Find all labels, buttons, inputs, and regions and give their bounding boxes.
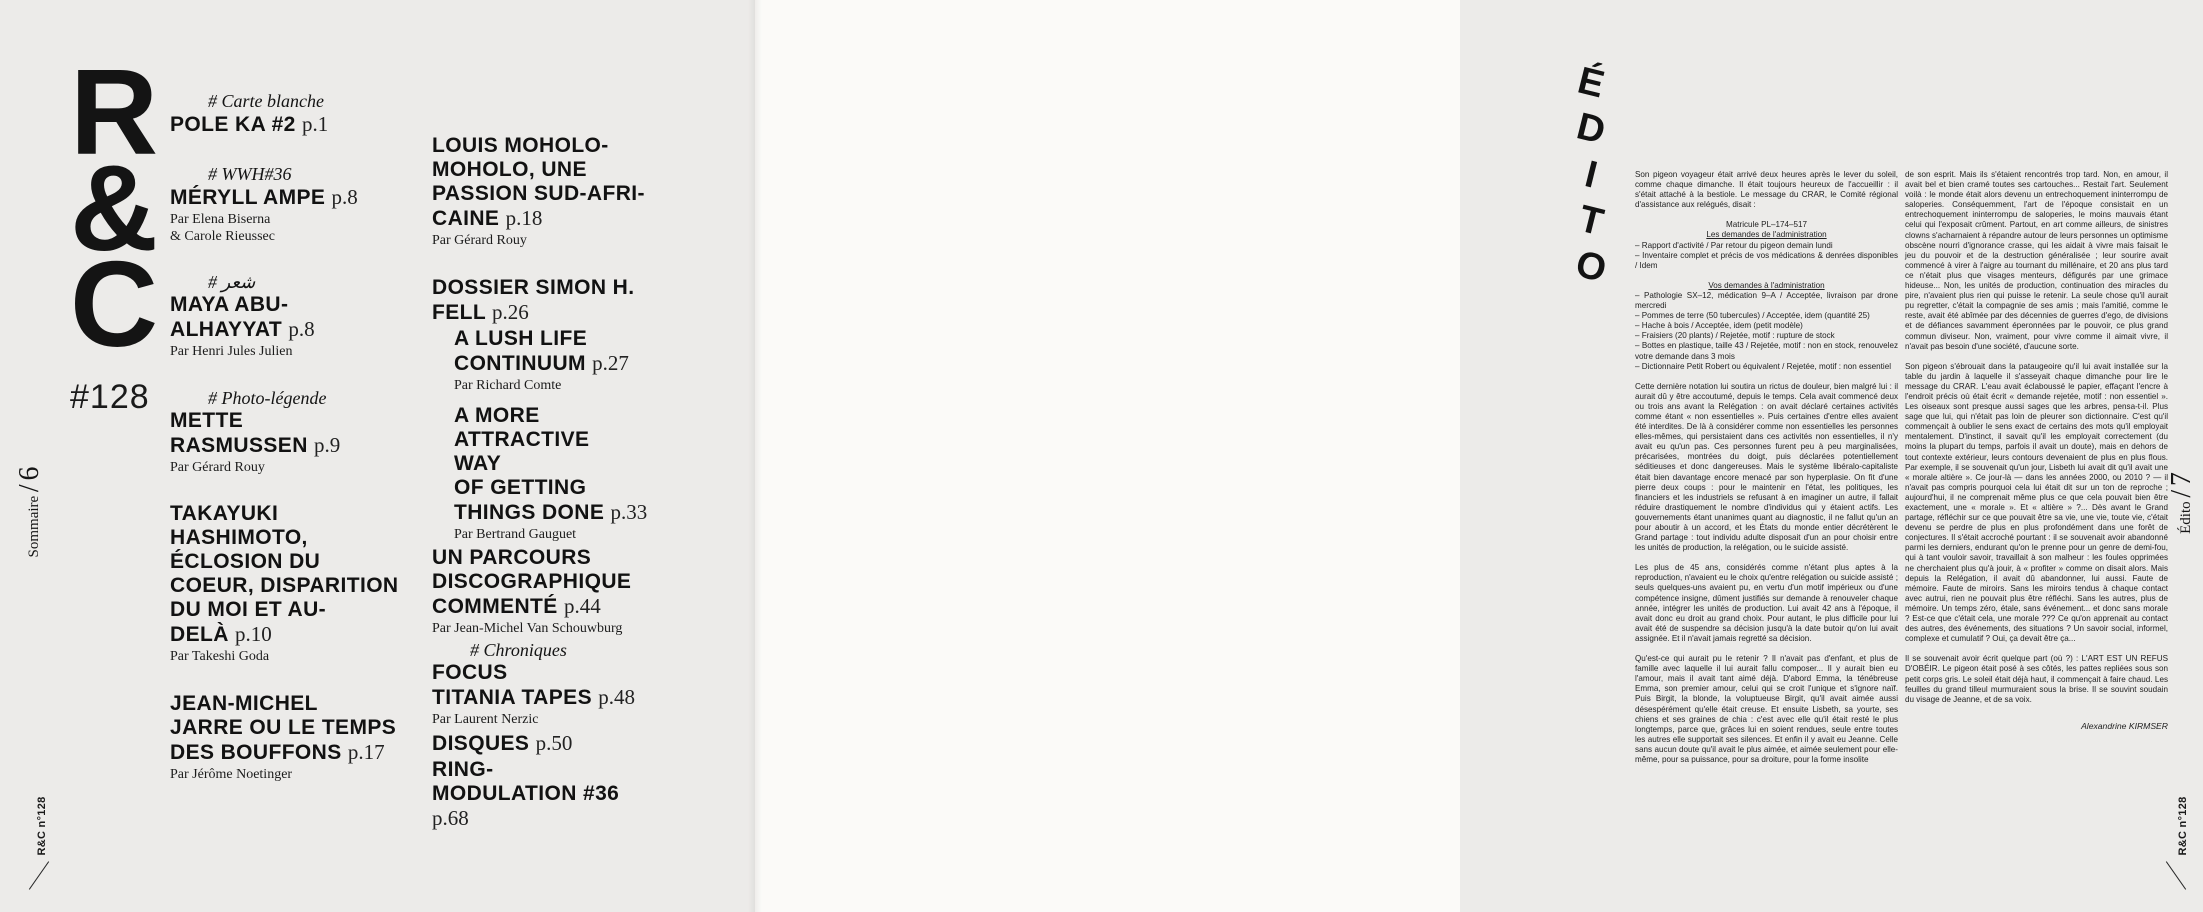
toc-entry <box>432 327 738 395</box>
spine-issue-label-right: R&C n°128 <box>2177 796 2189 856</box>
edito-title-letter: É <box>1573 59 1609 107</box>
edito-title <box>1565 60 1617 290</box>
toc-entry <box>170 502 428 666</box>
author-signature: Alexandrine KIRMSER <box>2081 720 2168 731</box>
toc-entry <box>170 163 428 245</box>
toc-author: Par Laurent Nerzic <box>432 712 539 727</box>
page-edge-label-edito <box>2165 423 2199 583</box>
edito-paragraph: de son esprit. Mais ils s'étaient rencontrés trop tard. Non, en amour, il avait bel et bien cramé toutes ses cartouches... Restait l'art. Seulement voilà : le monde était alors devenu un entrechoquement ininterrompu de saloperies. Conséquemment, l'art de l'époque consistait en un entrechoquement ininterrompu de saloperies, le moins mauvais étant celui qui l'exposait crûment. Partout, en art comme ailleurs, de sinistres clowns s'acharnaient à répandre autour de leurs personnes un optimisme obscène nourri d'ignorance crasse, qui les aidait à vivre mais faisait le jeu du pouvoir et de la destruction généralisée ; leur sourire avait commencé à virer à l'aigre au tournant du millénaire, et 20 ans plus tard ce n'était plus que visages menteurs, défigurés par une grimace hideuse... Non, les unités de production, continuation des miracles du pire, n'avaient plus rien qui puisse le retenir. La seule chose qu'il aurait pu regretter, c'était la compagnie de ses amis ; mais l'amitié, comme le reste, avait été abîmée par des décennies de guerres d'ego, de divisions et de défiances savamment éperonnées par le pouvoir, ce plus grand commun diviseur. Non, vraiment, pour vivre comme il aimait vivre, il n'avait pas besoin d'une société, d'aucune sorte. <box>1905 170 2168 351</box>
edito-title-letter: D <box>1572 105 1610 153</box>
toc-page-ref: p.48 <box>598 685 635 709</box>
toc-article-title: POLE KA #2 p.1 <box>170 112 329 136</box>
toc-section-tag: # Chroniques <box>470 640 567 660</box>
issue-number: #128 <box>70 378 150 416</box>
toc-page-ref: p.68 <box>432 805 469 830</box>
toc-author: Par Bertrand Gauguet <box>454 527 577 542</box>
toc-article-title: MÉRYLL AMPE p.8 <box>170 185 358 209</box>
edge-page-number: 6 <box>14 466 45 481</box>
toc-article-title: UN PARCOURS DISCOGRAPHIQUE COMMENTÉ p.44 <box>432 545 632 618</box>
admin-section-heading: Vos demandes à l'administration <box>1708 280 1825 290</box>
toc-author: Par Jean-Michel Van Schouwburg <box>432 620 623 636</box>
sommaire-page <box>0 0 755 912</box>
toc-page-ref: p.10 <box>235 622 272 646</box>
toc-entry <box>432 546 738 638</box>
toc-author: & Carole Rieussec <box>170 228 275 244</box>
magazine-logo-letters <box>70 44 155 372</box>
toc-article-title: METTE RASMUSSEN p.9 <box>170 408 341 457</box>
edge-slash: / <box>2166 489 2197 498</box>
toc-page-ref: p.17 <box>347 739 385 764</box>
toc-page-ref: p.8 <box>288 317 315 341</box>
logo-letter: R <box>70 44 155 180</box>
toc-author: Par Elena Biserna <box>170 212 271 227</box>
admin-request-line: – Pathologie SX–12, médication 9–A / Acceptée, livraison par drone mercredi <box>1635 290 1898 311</box>
toc-article-title: DOSSIER SIMON H. FELL p.26 <box>432 275 635 324</box>
toc-page-ref: p.27 <box>592 350 629 375</box>
toc-entry <box>170 692 428 784</box>
toc-article-title: TAKAYUKI HASHIMOTO, ÉCLOSION DU COEUR, DISPARITION DU MOI ET AU- DELÀ p.10 <box>170 502 399 646</box>
admin-request-line: – Fraisiers (20 plants) / Rejetée, motif : rupture de stock <box>1635 331 1835 341</box>
toc-column-2 <box>432 134 738 831</box>
edito-text-column-2 <box>1905 170 2168 731</box>
toc-article-title: RING- MODULATION #36 p.68 <box>432 757 620 830</box>
corner-slash-left <box>29 861 49 889</box>
edito-paragraph: Il se souvenait avoir écrit quelque part (où ?) : L'ART EST UN REFUS D'OBÉIR. Le pigeon était posé à ses côtés, les pattes repliées sous son petit corps gris. Le soleil était déjà haut, il commençait à faire chaud. Les feuilles du grand tilleul murmuraient sous la brise. Il se souvint soudain du visage de Jeanne, et de sa voix. <box>1905 654 2168 704</box>
edge-section-label: Édito <box>2178 501 2194 534</box>
toc-page-ref: p.1 <box>302 112 329 136</box>
edge-slash: / <box>14 484 45 493</box>
logo-letter: & <box>70 140 155 276</box>
matricule-line: Matricule PL–174–517 <box>1726 220 1807 230</box>
toc-author: Par Henri Jules Julien <box>170 344 293 359</box>
edito-paragraph: Les plus de 45 ans, considérés comme n'étant plus aptes à la reproduction, n'avaient eu le choix qu'entre relégation ou suicide assisté ; seuls quelques-uns avaient pu, en vertu d'un motif impérieux ou d'une compétence insigne, dûment justifiés sur demande à renouveler chaque année, intégrer les unités de production. Lui avait 42 ans à l'époque, il avait donc eu droit au grand choix. Pour autant, le plus difficile pour lui avait été de suspendre sa décision jusqu'à la date butoir qu'on lui avait assignée. Et il n'avait jamais regretté sa décision. <box>1635 563 1898 643</box>
edito-title-letter: O <box>1571 243 1611 291</box>
admin-request-list <box>1635 241 1898 271</box>
toc-page-ref: p.18 <box>505 206 543 230</box>
page-gutter <box>748 0 762 912</box>
admin-request-line: – Dictionnaire Petit Robert ou équivalent / Rejetée, motif : non essentiel <box>1635 361 1891 371</box>
corner-slash-right <box>2166 861 2186 889</box>
toc-page-ref: p.8 <box>331 185 358 209</box>
toc-article-title: FOCUS TITANIA TAPES p.48 <box>432 661 635 709</box>
edito-paragraph: Qu'est-ce qui aurait pu le retenir ? Il n'avait pas d'enfant, et plus de famille avec laquelle il lui aurait fallu composer... Il y aurait bien eu l'amour, mais il avait tant aimé déjà. D'abord Emma, la ténébreuse Emma, son premier amour, celui qui se croit l'unique et s'ignore naïf. Puis Birgit, la blonde, la voluptueuse Birgit, qu'il avait aimée aussi désespérément qu'elle était creuse. Et ensuite Lisbeth, sa yourte, ses chiens et ses graines de chia : c'est avec elle qu'il était resté le plus longtemps, parce que, grâces lui en soient rendues, seule entre toutes les autres elle supportait ses silences. Et enfin il y avait eu Jeanne. Celle sans aucun doute qu'il avait le plus aimée, et aimée seulement pour elle-même, pour sa puissance, pour sa droiture, pour la forme insolite <box>1635 654 1898 764</box>
admin-request-line: – Hache à bois / Acceptée, idem (petit modèle) <box>1635 321 1803 331</box>
toc-article-title: A LUSH LIFE CONTINUUM p.27 <box>454 326 629 375</box>
toc-page-ref: p.26 <box>491 299 529 324</box>
toc-section-tag: # WWH#36 <box>208 164 292 184</box>
toc-entry <box>170 90 428 137</box>
edito-paragraph: Son pigeon s'ébrouait dans la pataugeoire qu'il lui avait installée sur la table du jardin à laquelle il s'asseyait chaque dimanche pour lire le message du CRAR. L'eau avait éclaboussé le papier, effaçant l'encre à l'endroit précis où était écrit « demande rejetée, motif : non essentiel ». Les oiseaux sont presque aussi sages que les arbres, pensa-t-il. Plus sage que lui, qui n'était pas loin de pleurer son dictionnaire. C'est qu'il commençait à oublier le sens exact de certains des mots qu'il employait mentalement. D'instinct, il savait qu'il les employait correctement (du moins la plupart du temps, parfois il avait un doute), mais en dehors de tout contexte extérieur, leurs contours devenaient de plus en plus flous. Par exemple, il se souvenait qu'un jour, Lisbeth lui avait dit qu'il avait une « morale altière ». Ce jour-là — dans les années 2000, ou 2010 ? — il n'avait pas compris pourquoi cela lui était dit sur un ton de reproche ; aujourd'hui, il ne comprenait même plus ce que cela pouvait bien être exactement, une « morale ». Et « altière » ?... Dès avant le Grand partage, réfléchir sur ce que pouvait être sa vie, une vie, toute vie, c'était devenu se perdre de plus en plus profondément dans une forêt de conjectures. Il s'était accroché pourtant : il se souvenait avoir abandonné parmi les derniers, endurant qu'on le prenne pour un genre de demi-fou, qui à tant vouloir savoir, travaillait à son malheur : les foules opprimées ne cherchaient plus qu'à jouir, à « profiter » comme on disait alors. Mais depuis la Relégation, il avait dû abandonner, lui aussi. Faute de mémoire. Faute de miroirs. Sans les miroirs tendus à chaque contact avec autrui, rien ne pouvait plus être réfléchi. Sans les autres, plus de mémoire. Un temps zéro, étale, sans événement... et donc sans morale ? Est-ce que c'était cela, une morale ??? Ce qu'on apprenait au contact des autres, des événements, des situations ? Un savoir social, informel, complexe et cumulatif ? Oui, ça devait être ça... <box>1905 361 2168 644</box>
toc-article-title: MAYA ABU- ALHAYYAT p.8 <box>170 293 315 341</box>
toc-entry <box>432 731 738 756</box>
toc-entry <box>170 271 428 361</box>
toc-author: Par Takeshi Goda <box>170 649 270 664</box>
edito-title-letter: I <box>1580 153 1602 197</box>
toc-page-ref: p.44 <box>563 593 601 618</box>
toc-entry <box>432 276 738 325</box>
toc-article-title: JEAN-MICHEL JARRE OU LE TEMPS DES BOUFFONS p.17 <box>170 691 397 764</box>
admin-request-list <box>1635 291 1898 372</box>
logo-letter: C <box>70 236 155 372</box>
magazine-logo <box>70 44 155 417</box>
toc-author: Par Gérard Rouy <box>170 459 265 475</box>
edge-page-number: 7 <box>2166 472 2197 487</box>
admin-section-heading: Les demandes de l'administration <box>1706 230 1827 240</box>
admin-request-line: – Bottes en plastique, taille 43 / Rejetée, motif : non en stock, renouvelez votre demande dans 3 mois <box>1635 341 1898 361</box>
edito-paragraph: Son pigeon voyageur était arrivé deux heures après le lever du soleil, comme chaque dimanche. Il était toujours heureux de l'accueillir : il s'était attaché à la bestiole. Le message du CRAR, le Comité régional d'assistance aux relégués, disait : <box>1635 170 1898 210</box>
spine-issue-label-left: R&C n°128 <box>36 796 48 856</box>
toc-section-tag: # Carte blanche <box>208 91 324 111</box>
toc-author: Par Gérard Rouy <box>432 233 527 248</box>
toc-page-ref: p.9 <box>314 432 341 457</box>
admin-request-line: – Inventaire complet et précis de vos médications & denrées disponibles / Idem <box>1635 250 1898 270</box>
edito-text-column-1 <box>1635 170 1898 775</box>
toc-entry <box>432 404 738 544</box>
toc-page-ref: p.50 <box>535 730 573 755</box>
toc-section-tag: # Photo-légende <box>208 387 327 408</box>
edge-section-label: Sommaire <box>26 495 42 558</box>
toc-entry <box>432 639 738 729</box>
admin-request-line: – Pommes de terre (50 tubercules) / Acceptée, idem (quantité 25) <box>1635 311 1870 321</box>
toc-entry <box>170 387 428 477</box>
toc-entry <box>432 758 738 831</box>
toc-page-ref: p.33 <box>610 500 648 524</box>
toc-entry <box>432 134 738 250</box>
edito-page <box>755 0 2197 912</box>
toc-column-1 <box>170 90 428 783</box>
toc-section-tag: # شعر <box>208 272 256 292</box>
toc-article-title: LOUIS MOHOLO- MOHOLO, UNE PASSION SUD-AFRI- CAINE p.18 <box>432 134 645 230</box>
toc-article-title: A MORE ATTRACTIVE WAY OF GETTING THINGS DONE p.33 <box>454 404 648 524</box>
edito-paragraph: Cette dernière notation lui soutira un rictus de douleur, bien malgré lui : il aurait dû y être accoutumé, depuis le temps. Cela avait commencé deux ou trois ans avant la Relégation : on avait déclaré certaines activités comme étant « non essentielles ». Puis certaines d'entre elles avaient été interdites. De là à considérer comme non essentielles les personnes elles-mêmes, qui persistaient dans ces activités non essentielles, il n'y avait eu qu'un pas. Ces personnes furent peu à peu marginalisées, précarisées, montrées du doigt, puis déclarées potentiellement séditieuses et donc dangereuses. Mais le système libéralo-capitaliste était bien davantage encore menacé par son hyperplasie. On fit d'une pierre deux coups : pour le maintenir en l'état, les politiques, les financiers et les industriels se refusant à en imaginer un autre, il fallait réduire drastiquement le nombre d'individus qui y étaient actifs. Les gouvernements étant unanimes quant au diagnostic, il ne fallut qu'un an pour aboutir à un accord, et les États du monde entier décrétèrent le Grand partage : tout individu adulte disposait d'un an pour choisir entre les unités de production, la relégation, ou le suicide assisté. <box>1635 381 1898 553</box>
admin-request-line: – Rapport d'activité / Par retour du pigeon demain lundi <box>1635 240 1833 250</box>
toc-article-title: DISQUES p.50 <box>432 730 573 755</box>
toc-author: Par Jérôme Noetinger <box>170 766 293 782</box>
toc-author: Par Richard Comte <box>454 377 562 393</box>
edito-title-letter: T <box>1574 197 1608 245</box>
page-edge-label-sommaire <box>13 432 47 592</box>
